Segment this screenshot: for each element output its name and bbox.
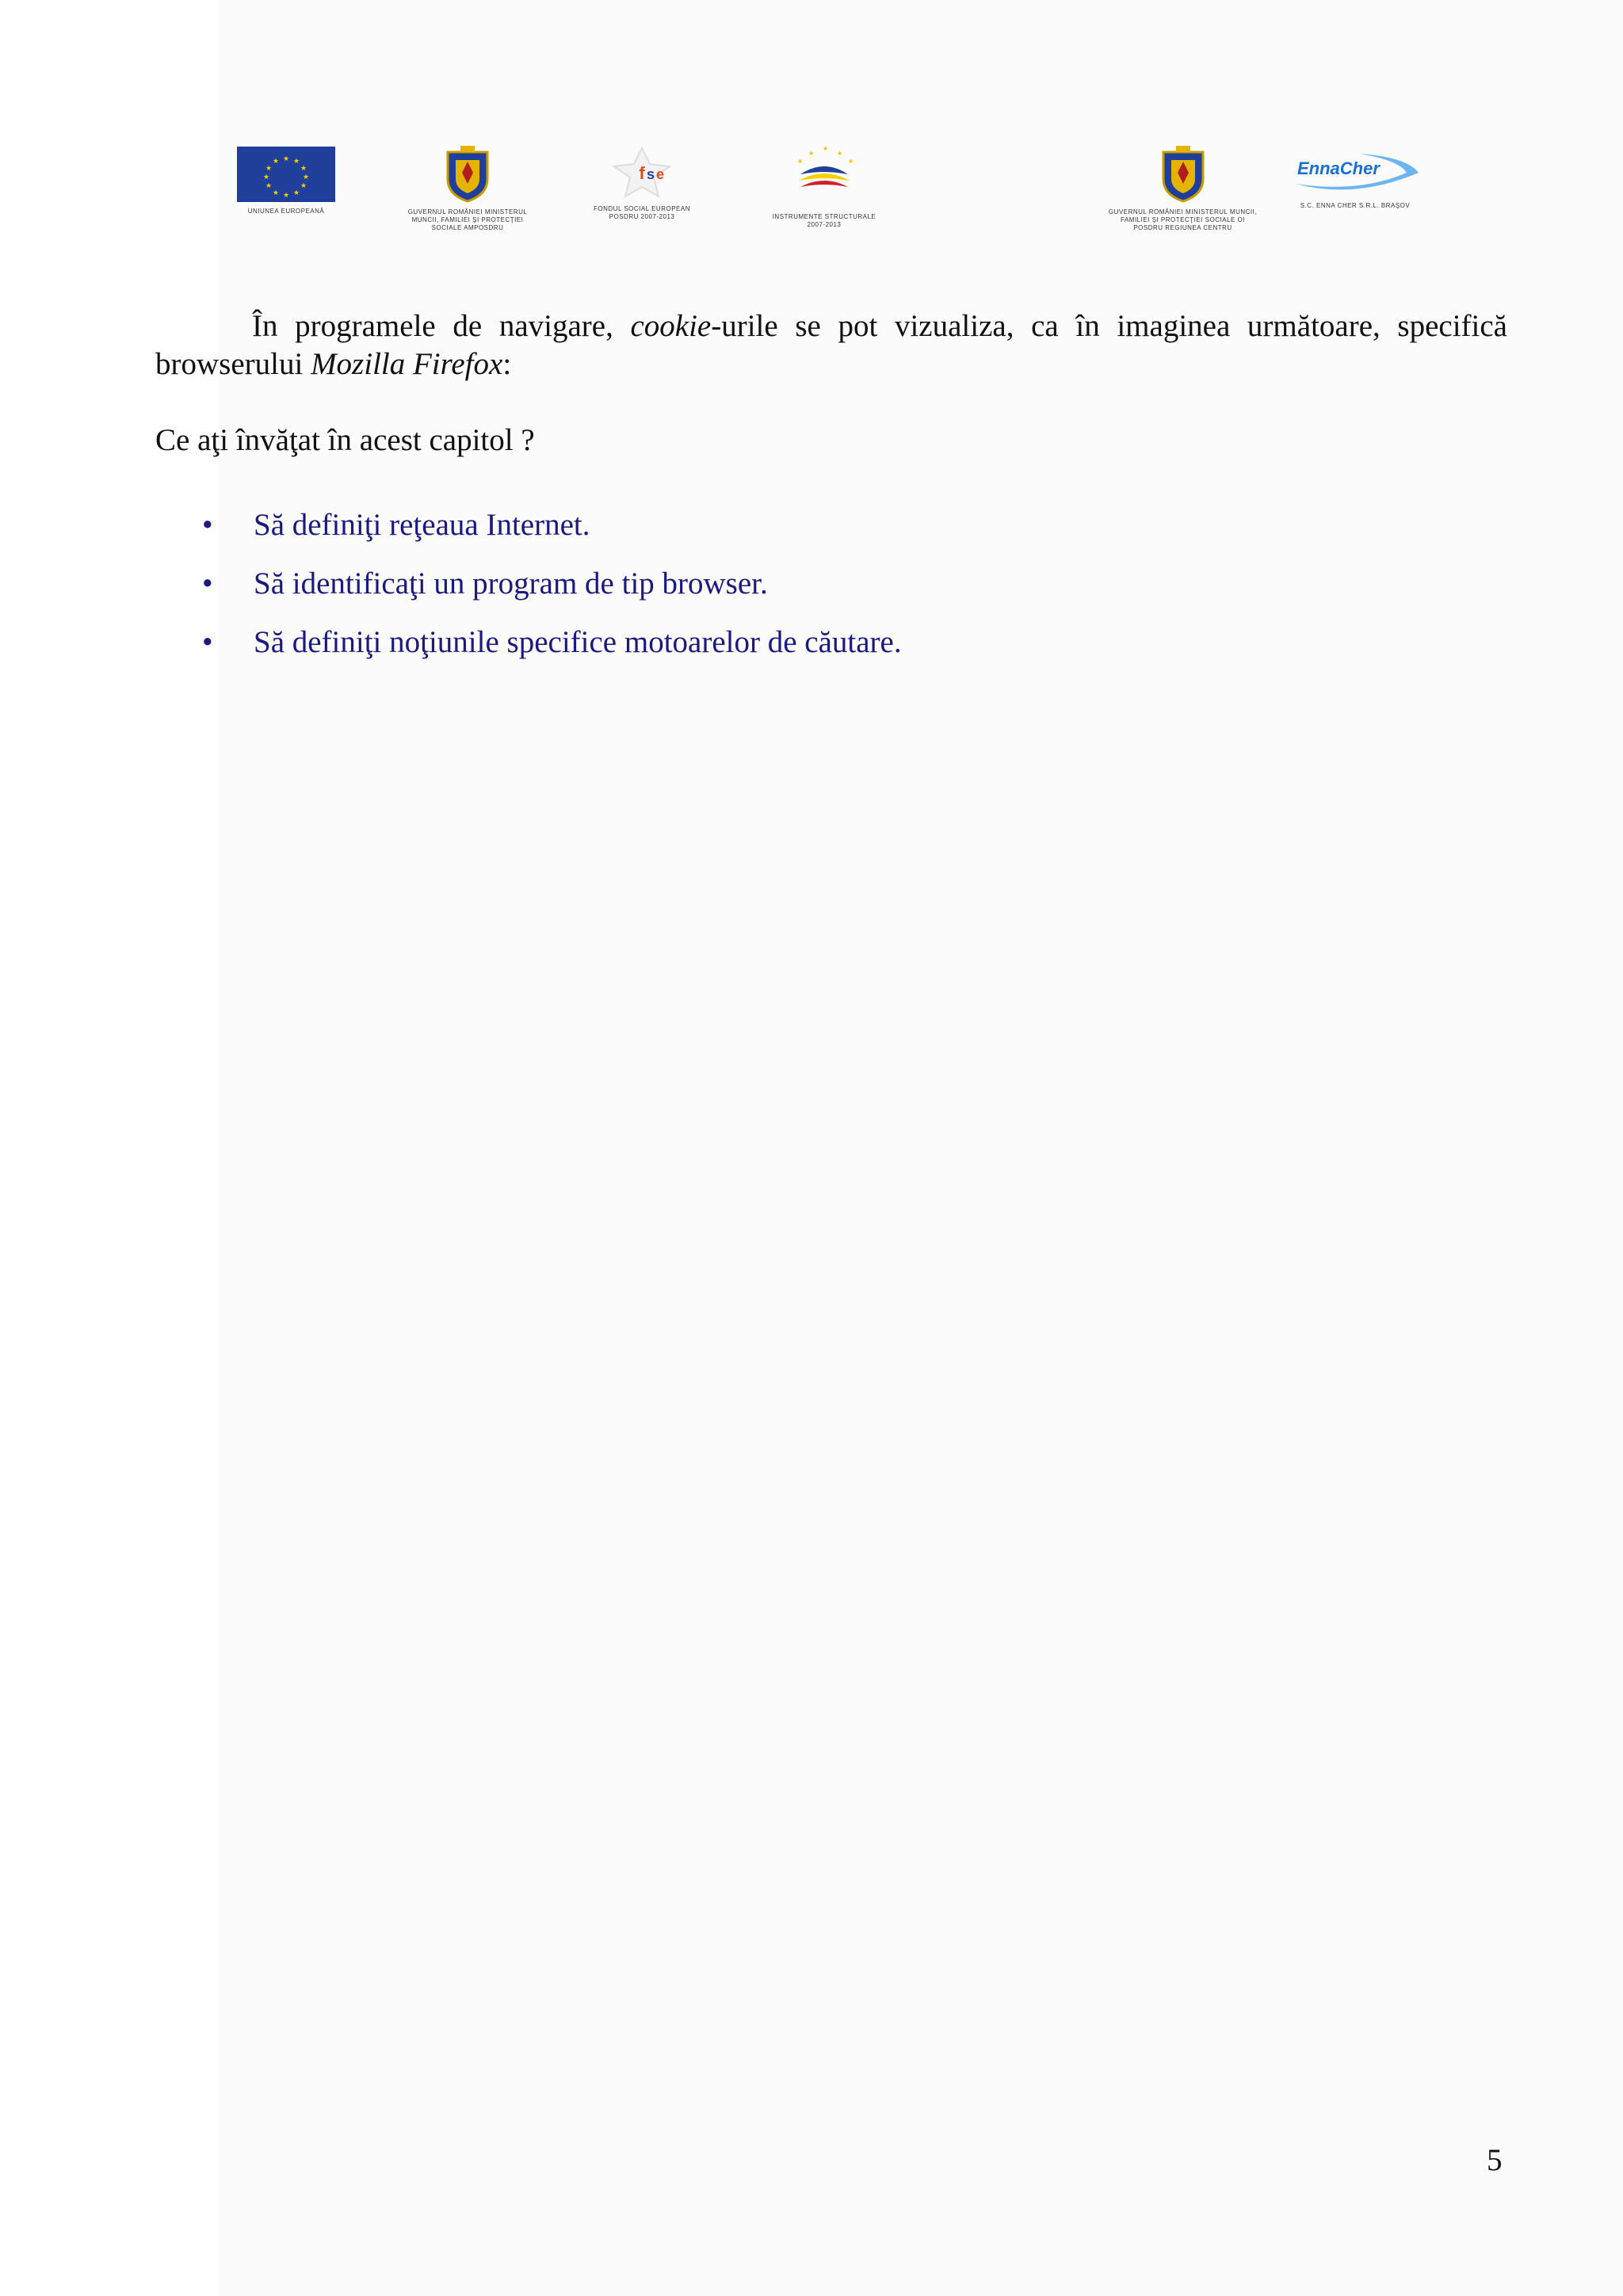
gov-logo-2 <box>1106 144 1260 232</box>
ennacher-brand-text: EnnaCher <box>1297 158 1380 178</box>
list-item: • Să definiţi reţeaua Internet. <box>202 496 902 555</box>
bullet-icon: • <box>202 566 213 601</box>
svg-text:★: ★ <box>292 189 300 197</box>
gov-caption-2: GUVERNUL ROMÂNIEI MINISTERUL MUNCII, FAMILIEI ŞI PROTECŢIEI SOCIALE OI POSDRU REGIUNEA CENTRU <box>1108 208 1258 231</box>
svg-text:★: ★ <box>292 158 300 166</box>
svg-text:★: ★ <box>837 150 843 157</box>
bullet-icon: • <box>202 625 213 659</box>
ennacher-caption: S.C. ENNA CHER S.R.L. BRAŞOV <box>1300 202 1411 209</box>
svg-text:★: ★ <box>302 174 310 181</box>
svg-text:★: ★ <box>300 165 307 173</box>
svg-text:★: ★ <box>848 158 854 165</box>
svg-text:★: ★ <box>300 182 307 190</box>
gov-caption-1: GUVERNUL ROMÂNIEI MINISTERUL MUNCII, FAMILIEI ŞI PROTECŢIEI SOCIALE AMPOSDRU <box>407 208 528 231</box>
ennacher-swoosh-icon <box>1288 149 1423 196</box>
svg-text:f: f <box>639 163 645 183</box>
eu-logo <box>235 147 338 215</box>
learning-objectives-list <box>202 496 902 672</box>
ennacher-logo <box>1284 149 1426 210</box>
svg-text:★: ★ <box>265 165 273 173</box>
svg-text:★: ★ <box>808 150 815 157</box>
eu-flag-icon <box>237 147 335 202</box>
svg-text:★: ★ <box>282 155 290 163</box>
svg-text:★: ★ <box>262 174 270 181</box>
instrumente-caption: INSTRUMENTE STRUCTURALE 2007-2013 <box>772 213 876 228</box>
paragraph-cookies: În programele de navigare, cookie-urile se pot vizualiza, ca în imaginea următoare, specifică browserului Mozilla Firefox: <box>155 309 1507 381</box>
fse-logo <box>582 144 701 221</box>
svg-text:★: ★ <box>272 158 280 166</box>
svg-text:★: ★ <box>282 192 290 200</box>
fse-icon <box>606 144 678 200</box>
svg-text:★: ★ <box>265 182 273 190</box>
svg-text:e: e <box>655 166 665 182</box>
eu-caption: UNIUNEA EUROPEANĂ <box>247 208 325 215</box>
coat-of-arms-icon <box>1155 144 1211 203</box>
svg-text:★: ★ <box>272 189 280 197</box>
list-item: • Să identificaţi un program de tip browser. <box>202 555 902 613</box>
bullet-icon: • <box>202 508 213 542</box>
svg-text:★: ★ <box>823 145 829 152</box>
instrumente-structurale-icon <box>785 143 864 208</box>
gov-logo-1 <box>396 144 539 232</box>
coat-of-arms-icon <box>440 144 495 203</box>
page-number: 5 <box>1487 2143 1503 2177</box>
fse-caption: FONDUL SOCIAL EUROPEAN POSDRU 2007-2013 <box>594 205 690 220</box>
instrumente-structurale-logo <box>765 143 884 229</box>
svg-text:★: ★ <box>797 158 804 165</box>
list-item: • Să definiţi noţiunile specifice motoarelor de căutare. <box>202 613 902 672</box>
section-question: Ce aţi învăţat în acest capitol ? <box>155 423 535 457</box>
svg-text:s: s <box>646 166 655 182</box>
